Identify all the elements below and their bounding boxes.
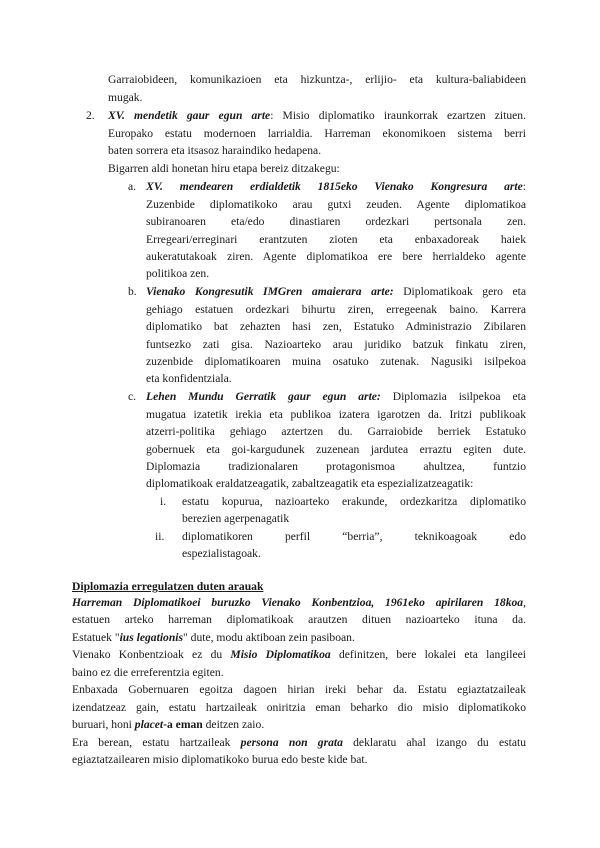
p3-l3-bi: placet bbox=[134, 718, 164, 731]
p1-line-1 bbox=[72, 594, 526, 612]
sub-c-text: Diplomazia isilpekoa eta bbox=[380, 390, 526, 403]
item2-heading: XV. mendetik gaur egun arte bbox=[108, 109, 271, 122]
p3-l3-c: deitzen zaio. bbox=[202, 718, 265, 731]
section-title-text: Diplomazia erregulatzen duten arauak bbox=[72, 580, 264, 593]
sub-c-line-3: atzerri-politika gehiago aztertzen du. Garraiobide berriek Estatuko bbox=[146, 425, 526, 438]
p2-l1-b: definitzen, bere lokalei eta langileei bbox=[330, 648, 527, 661]
p4-l1-b: deklaratu ahal izango du estatu bbox=[342, 736, 526, 749]
sub-b-line-4: funtsezko zati gisa. Nazioarteko arau juridiko batzuk finkatu ziren, bbox=[146, 338, 526, 351]
list-label-i: i. bbox=[160, 495, 167, 508]
sub-b-line-1 bbox=[146, 283, 526, 301]
sub-b-line-2: gehiago estatuen ordezkari bihurtu ziren, erregeenak baino. Karrera bbox=[146, 303, 526, 316]
p3-l3-b: -a eman bbox=[163, 718, 203, 731]
roman-i-line-2: berezien agerpenagatik bbox=[182, 512, 290, 525]
p2-l1-a: Vienako Konbentzioak ez du bbox=[72, 648, 231, 661]
sub-a-heading: XV. mendearen erdialdetik 1815eko Vienako Kongresura arte bbox=[146, 180, 523, 193]
sub-a-line-6: politikoa zen. bbox=[146, 267, 210, 280]
item2-text: : Misio diplomatiko iraunkorrak ezartzen zituen. bbox=[270, 109, 526, 122]
item2-line-2: Europako estatu modernoen larrialdia. Harreman ekonomikoen sistema berri bbox=[108, 127, 526, 140]
p1-line-2: estatuen arteko harreman diplomatikoak arautzen dituen nazioarteko ituna da. bbox=[72, 613, 526, 626]
intro-line-2: mugak. bbox=[108, 91, 143, 104]
sub-a-line-5: aukeratutakoak ziren. Agente diplomatikoa ere bere herrialdeko agente bbox=[146, 250, 526, 263]
sub-c-line-2: mugatua izatetik irekia eta publikoa izatera igarotzen da. Iritzi publikoak bbox=[146, 408, 526, 421]
sub-c-line-6: diplomatikoak eraldatzeagatik, zabaltzeagatik eta espezializatzeagatik: bbox=[146, 477, 474, 490]
p3-line-2: izendatzeaz gain, estatu hartzaileak oniritzia eman beharko dio misio diplomatikoko bbox=[72, 701, 526, 714]
sub-b-line-6: eta konfidentziala. bbox=[146, 372, 232, 385]
sub-c-line-1 bbox=[146, 388, 526, 406]
p2-l1-bi: Misio Diplomatikoa bbox=[230, 648, 331, 661]
item2-line-1 bbox=[108, 107, 526, 125]
sub-b-heading: Vienako Kongresutik IMGren amaierara arte: bbox=[146, 285, 394, 298]
sub-a-colon: : bbox=[522, 180, 526, 193]
sub-b-line-5: zuzenbide diplomatikoaren muina osatuko zutenak. Nagusiki isilpekoa bbox=[146, 355, 526, 368]
p1-l3-a: Estatuek " bbox=[72, 631, 120, 644]
p1-comma: , bbox=[523, 596, 526, 609]
p1-l3-b: " dute, modu aktiboan zein pasiboan. bbox=[183, 631, 355, 644]
p1-bold: Harreman Diplomatikoei buruzko Vienako Konbentzioa, 1961eko apirilaren 18koa bbox=[72, 596, 524, 609]
list-label-ii: ii. bbox=[155, 530, 165, 543]
sub-c-line-5: Diplomazia tradizionalaren protagonismoa ahultzea, funtzio bbox=[146, 460, 526, 473]
p3-line-3 bbox=[72, 716, 526, 734]
sub-a-line-2: Zuzenbide diplomatikoko arau gutxi zeuden. Agente diplomatikoa bbox=[146, 198, 526, 211]
p3-l3-a: buruari, honi bbox=[72, 718, 135, 731]
item2-line-4: Bigarren aldi honetan hiru etapa bereiz ditzakegu: bbox=[108, 162, 340, 175]
sub-a-line-1 bbox=[146, 178, 526, 196]
intro-line-1: Garraiobideen, komunikazioen eta hizkuntza-, erlijio- eta kultura-baliabideen bbox=[108, 73, 526, 86]
list-label-a: a. bbox=[128, 180, 137, 193]
p4-line-2: egiaztatzailearen misio diplomatikoko burua edo beste kide bat. bbox=[72, 753, 368, 766]
list-label-c: c. bbox=[128, 390, 137, 403]
roman-ii-line-2: espezialistagoak. bbox=[182, 547, 261, 560]
sub-a-line-4: Erregeari/erreginari erantzuten zioten eta enbaxadoreak haiek bbox=[146, 233, 526, 246]
roman-i-line-1: estatu kopurua, nazioarteko erakunde, ordezkaritza diplomatiko bbox=[182, 495, 526, 508]
p1-line-3 bbox=[72, 629, 526, 647]
p4-l1-a: Era berean, estatu hartzaileak bbox=[72, 736, 241, 749]
list-label-b: b. bbox=[128, 285, 137, 298]
item2-line-3: baten sorrera eta itsasoz haraindiko hedapena. bbox=[108, 144, 322, 157]
p2-line-2: baino ez die erreferentzia egiten. bbox=[72, 666, 224, 679]
sub-b-line-3: diplomatiko bat zehazten hasi zen, Estatuko Administrazio Zibilaren bbox=[146, 320, 526, 333]
sub-b-text: Diplomatikoak gero eta bbox=[393, 285, 526, 298]
sub-a-line-3: subiranoaren eta/edo dinastiaren ordezkari pertsonala zen. bbox=[146, 215, 526, 228]
p4-line-1 bbox=[72, 734, 526, 752]
sub-c-line-4: gobernuek eta goi-kargudunek zuzenean jardutea erraztu egiten dute. bbox=[146, 443, 526, 456]
roman-ii-line-1: diplomatikoren perfil “berria”, teknikoagoak edo bbox=[182, 530, 526, 543]
sub-c-heading: Lehen Mundu Gerratik gaur egun arte: bbox=[146, 390, 381, 403]
section-title bbox=[72, 578, 526, 596]
p4-l1-bi: persona non grata bbox=[240, 736, 343, 749]
p2-line-1 bbox=[72, 646, 526, 664]
list-number-2: 2. bbox=[86, 109, 95, 122]
p1-l3-bi: ius legationis bbox=[119, 631, 184, 644]
p3-line-1: Enbaxada Gobernuaren egoitza dagoen hirian ireki behar da. Estatu egiaztatzaileak bbox=[72, 683, 526, 696]
